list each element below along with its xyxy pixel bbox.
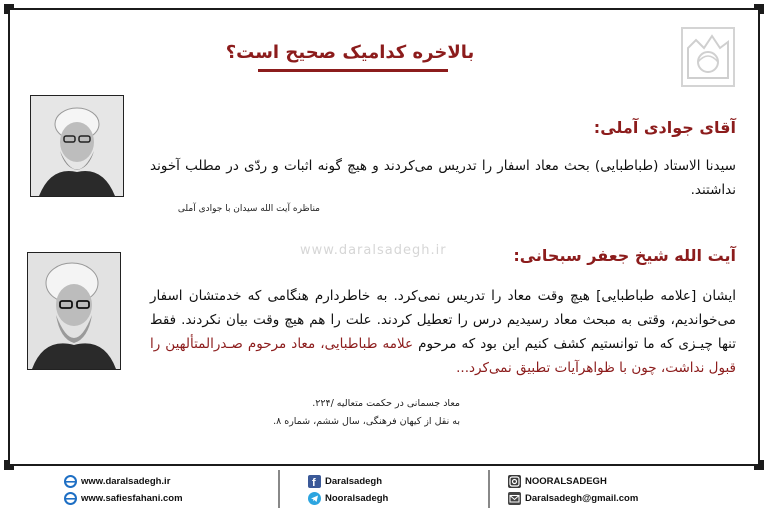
footer-instagram-label: NOORALSADEGH bbox=[525, 476, 607, 487]
footer-facebook-label: Daralsadegh bbox=[325, 476, 383, 487]
footer-divider bbox=[278, 470, 280, 508]
source-2-line1: معاد جسمانی در حکمت متعالیه /۲۲۴. bbox=[312, 398, 460, 409]
footer-facebook[interactable] bbox=[308, 475, 382, 488]
svg-text:f: f bbox=[312, 477, 316, 488]
footer-telegram-label: Nooralsadegh bbox=[325, 493, 389, 504]
speaker-name-2: آیت الله شیخ جعفر سبحانی: bbox=[513, 246, 736, 265]
quote-2-highlight: علامه طباطبایی، معاد مرحوم صـدرالمتألهین را قبول نداشت، چون با ظواهرآیات تطبیق نمی‌کرد... bbox=[150, 336, 736, 376]
speaker-name-1: آقای جوادی آملی: bbox=[593, 118, 736, 137]
page-title: بالاخره کدامیک صحیح است؟ bbox=[225, 42, 475, 63]
quote-2 bbox=[150, 284, 736, 380]
title-underline bbox=[258, 69, 448, 72]
footer-email-label: Daralsadegh@gmail.com bbox=[525, 493, 639, 504]
facebook-icon bbox=[308, 475, 321, 488]
portrait-javadi-amoli bbox=[30, 95, 124, 197]
ie-icon bbox=[64, 492, 77, 505]
quote-2-plain: ایشان [علامه طباطبایی] هیچ وقت معاد را تدریس نمی‌کرد. به خاطردارم هنگامی که خدمتشان اسفار می‌خواندیم، وقتی به مبحث معاد رسیدیم درس را تعطیل کردند. علت را هم هیچ وقت بیان نکردند. فقط تنها چیـزی که ما توانستیم کشف کنیم این بود که مرحوم bbox=[150, 288, 736, 352]
footer-instagram[interactable] bbox=[508, 475, 607, 488]
watermark: www.daralsadegh.ir bbox=[300, 243, 447, 258]
telegram-icon bbox=[308, 492, 321, 505]
ie-icon bbox=[64, 475, 77, 488]
footer-divider bbox=[488, 470, 490, 508]
footer-web2-label: www.safiesfahani.com bbox=[81, 493, 183, 504]
logo bbox=[676, 22, 740, 92]
portrait-sobhani bbox=[27, 252, 121, 370]
source-2-line2: به نقل از کیهان فرهنگی، سال ششم، شماره ۸. bbox=[273, 416, 460, 427]
footer-web1-label: www.daralsadegh.ir bbox=[81, 476, 171, 487]
footer-web1[interactable] bbox=[64, 475, 170, 488]
instagram-icon bbox=[508, 475, 521, 488]
quote-1: سیدنا الاستاد (طباطبایی) بحث معاد اسفار را تدریس می‌کردند و هیچ گونه اثبات و ردّی در مطلب آخوند نداشتند. bbox=[150, 158, 736, 198]
email-icon bbox=[508, 492, 521, 505]
footer-web2[interactable] bbox=[64, 492, 183, 505]
footer-email[interactable] bbox=[508, 492, 638, 505]
footer-telegram[interactable] bbox=[308, 492, 388, 505]
source-1: مناظره آیت الله سیدان با جوادی آملی bbox=[177, 204, 320, 214]
